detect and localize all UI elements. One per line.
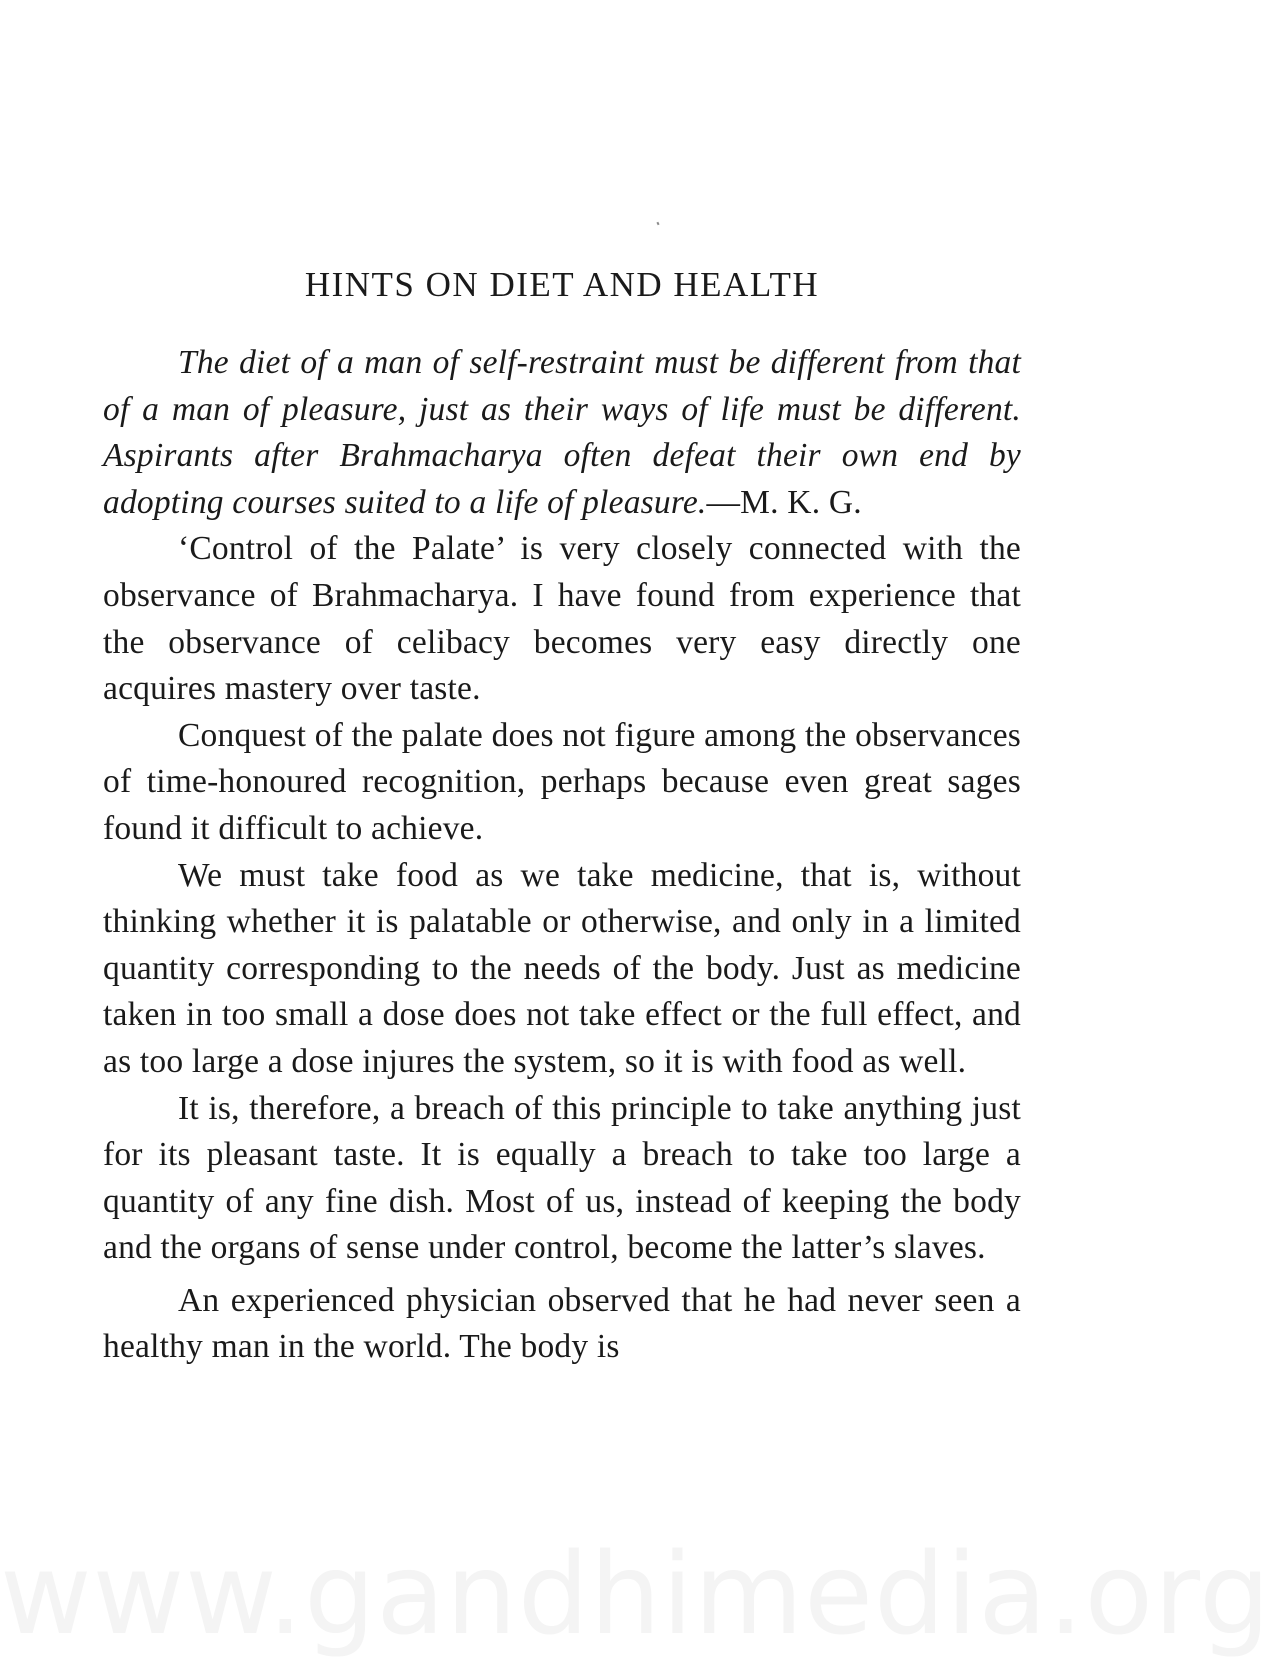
epigraph <box>103 340 1021 526</box>
epigraph-attribution: —M. K. G. <box>706 483 862 521</box>
paragraph-4: It is, therefore, a breach of this principle to take anything just for its pleasant taste. It is equally a breach to take too large a quantity of any fine dish. Most of us, instead of keeping the body and the organs of sense under control, become the latter’s slaves. <box>103 1089 1021 1267</box>
paragraph-1: ‘Control of the Palate’ is very closely connected with the observance of Brahmacharya. I have found from experience that the observance of celibacy becomes very easy directly one acquires mastery over taste. <box>103 530 1021 708</box>
chapter-heading: HINTS ON DIET AND HEALTH <box>304 265 820 304</box>
epigraph-quote: The diet of a man of self-restraint must be different from that of a man of pleasure, just as their ways of life must be different. Aspirants after Brahmacharya often defeat their own end by adopting courses suited to a life of pleasure. <box>103 344 1021 521</box>
print-speck <box>656 222 659 226</box>
paragraph-3: We must take food as we take medicine, that is, without thinking whether it is palatable or otherwise, and only in a limited quantity corresponding to the needs of the body. Just as medicine taken in too small a dose does not take effect or the full effect, and as too large a dose injures the system, so it is with food as well. <box>103 856 1021 1080</box>
paragraph-2: Conquest of the palate does not figure among the observances of time-honoured recognition, perhaps because even great sages found it difficult to achieve. <box>103 716 1021 847</box>
paragraph-5: An experienced physician observed that he had never seen a healthy man in the world. The body is <box>103 1281 1021 1366</box>
body-text <box>103 340 1021 1371</box>
watermark: www.gandhimedia.org <box>0 1530 1271 1660</box>
